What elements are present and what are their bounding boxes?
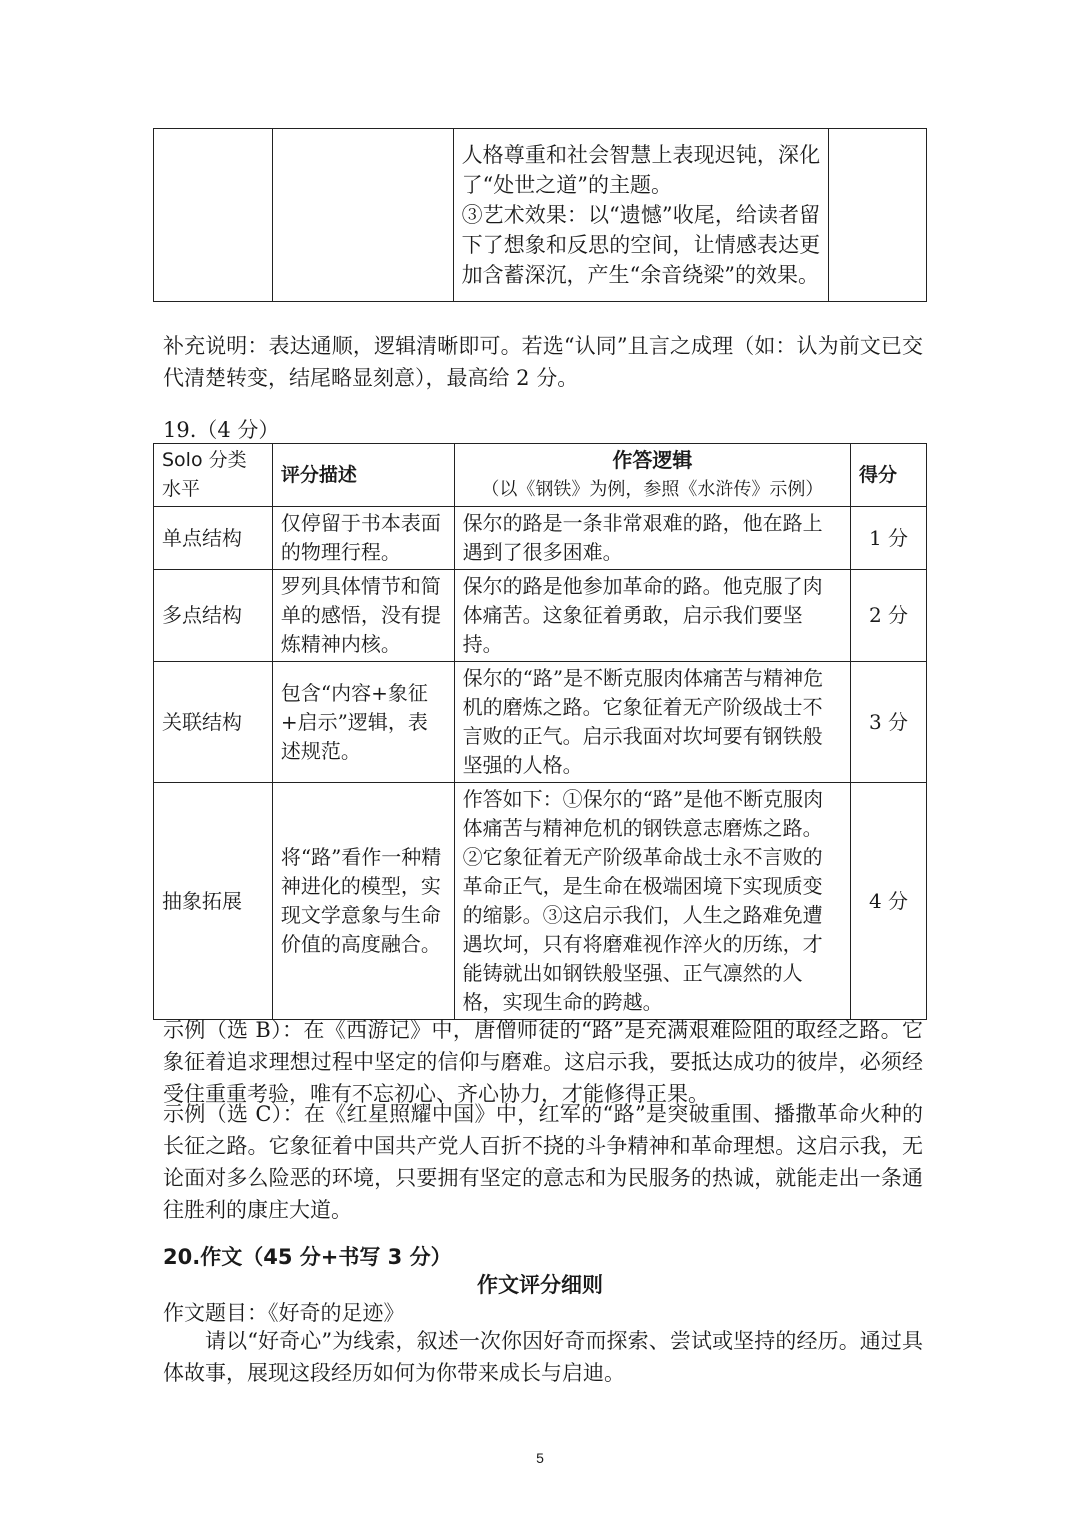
- table-row: [154, 129, 927, 302]
- header-logic-sub: （以《钢铁》为例，参照《水浒传》示例）: [481, 479, 824, 500]
- essay-rubric-title: 作文评分细则: [477, 1273, 603, 1297]
- header-score: 得分: [851, 444, 927, 507]
- row-desc: 仅停留于书本表面的物理行程。: [272, 507, 454, 570]
- continuation-table: [153, 128, 927, 302]
- row-logic: 保尔的路是一条非常艰难的路，他在路上遇到了很多困难。: [454, 507, 850, 570]
- row-score: 1 分: [851, 507, 927, 570]
- empty-cell: [272, 129, 453, 302]
- row-level: 单点结构: [154, 507, 273, 570]
- row-level: 关联结构: [154, 662, 273, 783]
- example-c: 示例（选 C）：在《红星照耀中国》中，红军的“路”是突破重围、播撒革命火种的长征之路。它象征着中国共产党人百折不挠的斗争精神和革命理想。这启示我，无论面对多么险恶的环境，只要拥有坚定的意志和为民服务的热诚，就能走出一条通往胜利的康庄大道。: [163, 1102, 923, 1222]
- q19-title: 19.（4 分）: [163, 418, 280, 442]
- row-score: 3 分: [851, 662, 927, 783]
- row-desc: 包含“内容+象征+启示”逻辑，表述规范。: [272, 662, 454, 783]
- answer-cell: [453, 129, 829, 302]
- row-level: 多点结构: [154, 570, 273, 662]
- page-number: 5: [536, 1450, 544, 1466]
- row-score: 4 分: [851, 783, 927, 1020]
- essay-topic: 作文题目：《好奇的足迹》: [163, 1301, 405, 1325]
- row-logic: 作答如下：①保尔的“路”是他不断克服肉体痛苦与精神危机的钢铁意志磨炼之路。②它象征着无产阶级革命战士永不言败的革命正气，是生命在极端困境下实现质变的缩影。③这启示我们，人生之路难免遭遇坎坷，只有将磨难视作淬火的历练，才能铸就出如钢铁般坚强、正气凛然的人格，实现生命的跨越。: [454, 783, 850, 1020]
- q20-heading: 20.作文（45 分+书写 3 分）: [163, 1245, 452, 1269]
- header-logic-main: 作答逻辑: [612, 448, 693, 472]
- row-logic: 保尔的路是他参加革命的路。他克服了肉体痛苦。这象征着勇敢，启示我们要坚持。: [454, 570, 850, 662]
- row-desc: 罗列具体情节和简单的感悟，没有提炼精神内核。: [272, 570, 454, 662]
- header-level: Solo 分类水平: [154, 444, 273, 507]
- essay-prompt: 请以“好奇心”为线索，叙述一次你因好奇而探索、尝试或坚持的经历。通过具体故事，展现这段经历如何为你带来成长与启迪。: [163, 1329, 923, 1385]
- row-desc: 将“路”看作一种精神进化的模型，实现文学意象与生命价值的高度融合。: [272, 783, 454, 1020]
- supplement-note: 补充说明：表达通顺，逻辑清晰即可。若选“认同”且言之成理（如：认为前文已交代清楚转变，结尾略显刻意），最高给 2 分。: [163, 334, 923, 390]
- row-level: 抽象拓展: [154, 783, 273, 1020]
- example-b: 示例（选 B）：在《西游记》中，唐僧师徒的“路”是充满艰难险阻的取经之路。它象征着追求理想过程中坚定的信仰与磨难。这启示我，要抵达成功的彼岸，必须经受住重重考验，唯有不忘初心、齐心协力，才能修得正果。: [163, 1018, 923, 1106]
- q19-table: [153, 443, 927, 1020]
- table-row: [154, 662, 927, 783]
- table-row: [154, 507, 927, 570]
- table-header-row: [154, 444, 927, 507]
- table-row: [154, 783, 927, 1020]
- header-logic: [454, 444, 850, 507]
- row-logic: 保尔的“路”是不断克服肉体痛苦与精神危机的磨炼之路。它象征着无产阶级战士不言败的正气。启示我面对坎坷要有钢铁般坚强的人格。: [454, 662, 850, 783]
- row-score: 2 分: [851, 570, 927, 662]
- table-row: [154, 570, 927, 662]
- answer-text: 人格尊重和社会智慧上表现迟钝，深化了“处世之道”的主题。 ③艺术效果：以“遗憾”收尾，给读者留下了想象和反思的空间，让情感表达更加含蓄深沉，产生“余音绕梁”的效果。: [461, 143, 821, 287]
- header-desc: 评分描述: [272, 444, 454, 507]
- empty-cell: [829, 129, 927, 302]
- empty-cell: [154, 129, 273, 302]
